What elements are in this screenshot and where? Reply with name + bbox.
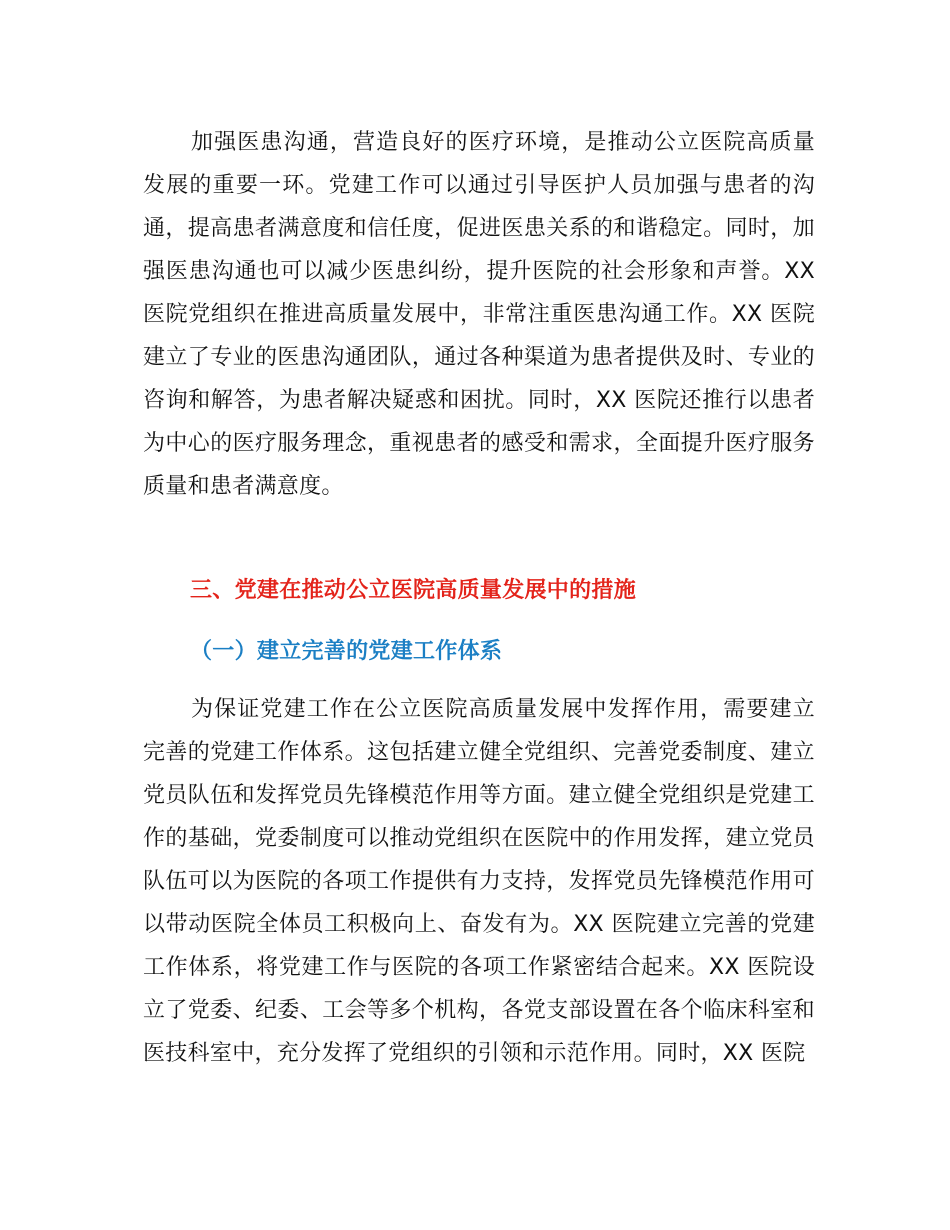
body-paragraph-party-building-system: 为保证党建工作在公立医院高质量发展中发挥作用，需要建立完善的党建工作体系。这包括建立健全党组织、完善党委制度、建立党员队伍和发挥党员先锋模范作用等方面。建立健全党组织是党建工作的基础，党委制度可以推动党组织在医院中的作用发挥，建立党员队伍可以为医院的各项工作提供有力支持，发挥党员先锋模范作用可以带动医院全体员工积极向上、奋发有为。XX 医院建立完善的党建工作体系，将党建工作与医院的各项工作紧密结合起来。XX 医院设立了党委、纪委、工会等多个机构，各党支部设置在各个临床科室和医技科室中，充分发挥了党组织的引领和示范作用。同时，XX 医院 <box>143 697 815 1066</box>
subsection-heading: （一）建立完善的党建工作体系 <box>190 639 503 664</box>
body-paragraph-doctor-patient-communication: 加强医患沟通，营造良好的医疗环境，是推动公立医院高质量发展的重要一环。党建工作可以通过引导医护人员加强与患者的沟通，提高患者满意度和信任度，促进医患关系的和谐稳定。同时，加强医患沟通也可以减少医患纠纷，提升医院的社会形象和声誉。XX 医院党组织在推进高质量发展中，非常注重医患沟通工作。XX 医院建立了专业的医患沟通团队，通过各种渠道为患者提供及时、专业的咨询和解答，为患者解决疑惑和困扰。同时，XX 医院还推行以患者为中心的医疗服务理念，重视患者的感受和需求，全面提升医疗服务质量和患者满意度。 <box>143 130 815 499</box>
section-heading: 三、党建在推动公立医院高质量发展中的措施 <box>190 578 637 603</box>
